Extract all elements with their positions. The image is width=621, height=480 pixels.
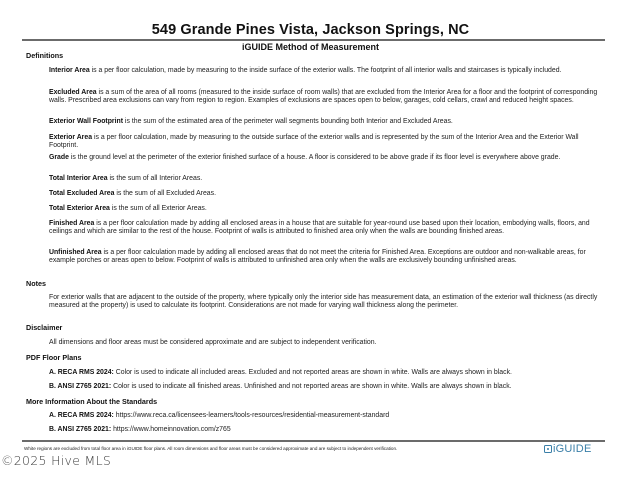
- definition-term: Exterior Wall Footprint: [49, 118, 124, 125]
- pdf-floor-plan-reca: [49, 369, 601, 377]
- copyright-watermark: ©2025 Hive MLS: [1, 453, 112, 468]
- definition-term: Interior Area: [49, 67, 90, 74]
- definition-text: is a per floor calculation, made by measuring to the outside surface of the exterior walls and is represented by the sum of the Interior Area and the Exterior Wall Footprint.: [49, 134, 579, 150]
- more-info-ansi: [49, 426, 601, 434]
- definition-term: Total Exterior Area: [49, 205, 110, 212]
- definition-text: is a per floor calculation made by adding all enclosed areas in a house that are suitable for year-round use based upon their location, embodying walls, floors, and ceilings and which are similar to the rest of the house. Footprint of walls is attributed to finished area only when the walls are bounding finished areas.: [49, 220, 590, 236]
- standard-text: Color is used to indicate all finished areas. Unfinished and not reported areas are shown in white. Walls are always shown in black.: [111, 383, 512, 390]
- definition-exterior-wall-footprint: [49, 118, 601, 126]
- definition-text: is the sum of the estimated area of the perimeter wall segments bounding both Interior and Excluded Areas.: [123, 118, 453, 125]
- definition-text: is a per floor calculation made by adding all enclosed areas that do not meet the criteria for Finished Area. Exceptions are outdoor and non-walkable areas, for example porches or areas open to below. Footprint of walls is attributed to unfinished area only when the walls are exclusively bounding unfinished areas.: [49, 249, 586, 265]
- definition-total-exterior-area: [49, 205, 601, 213]
- disclaimer-text: All dimensions and floor areas must be considered approximate and are subject to independent verification.: [49, 339, 377, 346]
- definition-total-excluded-area: [49, 190, 601, 198]
- footer-divider: [22, 440, 605, 442]
- pdf-floor-plan-ansi: [49, 383, 601, 391]
- definition-finished-area: [49, 220, 601, 236]
- footer-note: White regions are excluded from total floor area in iGUIDE floor plans. All room dimensions and floor areas must be considered approximate and are subject to independent verification.: [24, 446, 398, 451]
- standard-label: B. ANSI Z765 2021:: [49, 426, 112, 433]
- definition-text: is the sum of all Excluded Areas.: [114, 190, 216, 197]
- definition-interior-area: [49, 67, 601, 75]
- iguide-logo-text: iGUIDE: [553, 443, 592, 455]
- definition-term: Grade: [49, 154, 69, 161]
- standard-link[interactable]: https://www.homeinnovation.com/z765: [111, 426, 231, 433]
- definition-excluded-area: [49, 89, 601, 105]
- definition-exterior-area: [49, 134, 601, 150]
- more-info-heading: More Information About the Standards: [26, 397, 158, 406]
- definition-term: Finished Area: [49, 220, 95, 227]
- standard-label: A. RECA RMS 2024:: [49, 369, 114, 376]
- header-divider: [22, 39, 605, 41]
- page-subtitle: iGUIDE Method of Measurement: [241, 42, 379, 52]
- notes-heading: Notes: [26, 279, 46, 288]
- standard-link[interactable]: https://www.reca.ca/licensees-learners/tools-resources/residential-measurement-standard: [113, 412, 390, 419]
- definition-term: Total Excluded Area: [49, 190, 115, 197]
- standard-label: B. ANSI Z765 2021:: [49, 383, 112, 390]
- definition-unfinished-area: [49, 249, 601, 265]
- definition-text: is the ground level at the perimeter of the exterior finished surface of a house. A floor is considered to be above grade if its floor level is everywhere above grade.: [68, 154, 561, 161]
- page-title: 549 Grande Pines Vista, Jackson Springs, NC: [151, 22, 470, 38]
- definitions-heading: Definitions: [26, 51, 64, 60]
- definition-term: Unfinished Area: [49, 249, 102, 256]
- definition-total-interior-area: [49, 175, 601, 183]
- definition-term: Excluded Area: [49, 89, 97, 96]
- definition-text: is a per floor calculation, made by measuring to the inside surface of the exterior walls. The footprint of all interior walls and staircases is typically included.: [89, 67, 562, 74]
- definition-grade: [49, 154, 601, 162]
- definition-term: Exterior Area: [49, 134, 93, 141]
- definition-text: is a sum of the area of all rooms (measured to the inside surface of room walls) that are excluded from the Interior Area for a floor and the footprint of corresponding walls. Prescribed area exclusions can vary from region to region. Examples of exclusions are spaces open to below, garages, cold cellars, crawl and reduced height spaces.: [49, 89, 598, 105]
- more-info-reca: [49, 412, 601, 420]
- definition-text: is the sum of all Exterior Areas.: [109, 205, 207, 212]
- notes-text: For exterior walls that are adjacent to the outside of the property, where typically only the interior side has measurement data, an estimation of the exterior wall thickness (as directly measured at the property) is used to calculate its footprint. Considerations are not made for varying wall thickness along the perimeter.: [49, 294, 598, 310]
- definition-text: is the sum of all Interior Areas.: [107, 175, 203, 182]
- disclaimer-heading: Disclaimer: [26, 323, 63, 332]
- pdf-floor-plans-heading: PDF Floor Plans: [26, 353, 82, 362]
- iguide-logo-icon: [544, 445, 552, 453]
- iguide-logo: [544, 443, 591, 455]
- standard-text: Color is used to indicate all included areas. Excluded and not reported areas are shown in white. Walls are always shown in black.: [113, 369, 512, 376]
- standard-label: A. RECA RMS 2024:: [49, 412, 114, 419]
- definition-term: Total Interior Area: [49, 175, 108, 182]
